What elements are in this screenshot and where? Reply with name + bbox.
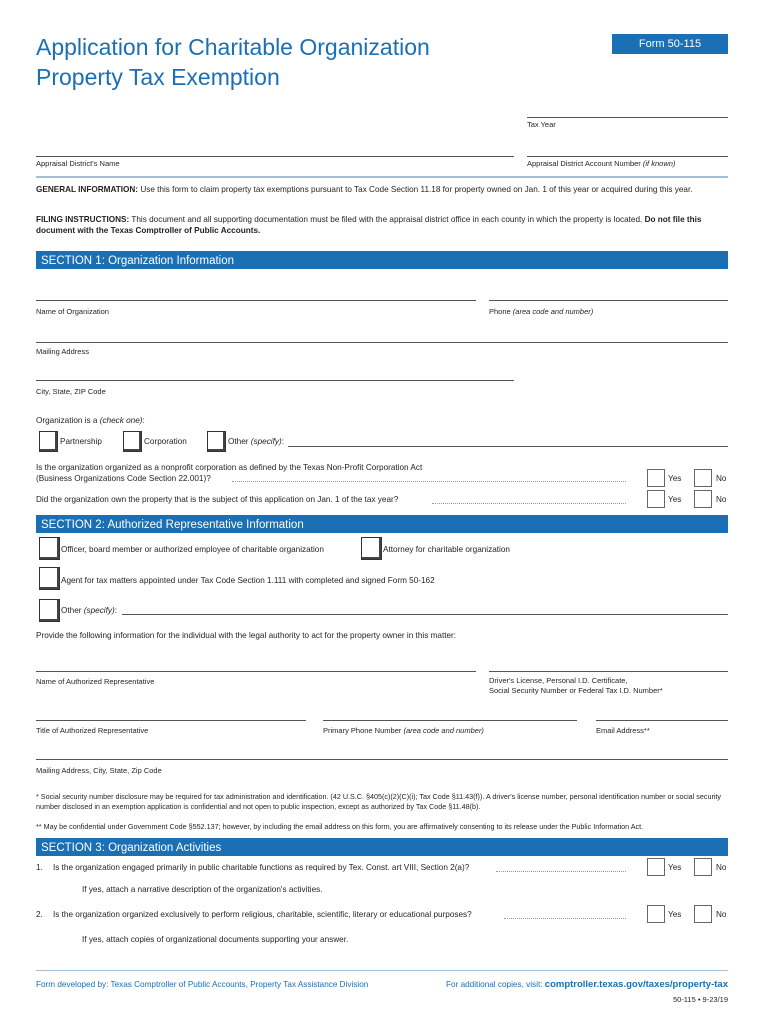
officer-label: Officer, board member or authorized employee of charitable organization (61, 545, 324, 554)
rep-name-field[interactable] (36, 671, 476, 672)
activity-q1-note: If yes, attach a narrative description of the organization's activities. (82, 885, 323, 894)
organization-name-label: Name of Organization (36, 307, 109, 316)
attorney-checkbox[interactable] (361, 537, 382, 560)
owned-property-leader-dots (432, 503, 626, 504)
nonprofit-leader-dots (232, 481, 626, 482)
activity-q2-no-checkbox[interactable] (694, 905, 712, 923)
footer-copies-link[interactable]: comptroller.texas.gov/taxes/property-tax (544, 979, 728, 990)
activity-q1-number: 1. (36, 863, 43, 872)
corporation-checkbox[interactable] (123, 431, 142, 452)
form-number-badge: Form 50-115 (612, 34, 728, 54)
nonprofit-yes-checkbox[interactable] (647, 469, 665, 487)
section1-header: SECTION 1: Organization Information (36, 251, 728, 269)
filing-instructions: FILING INSTRUCTIONS: This document and all supporting documentation must be filed with the appraisal district office in each county in which the property is located. Do not file this document with the Texas Comptroller of Public Accounts. (36, 215, 702, 235)
owned-property-yes-checkbox[interactable] (647, 490, 665, 508)
attorney-label: Attorney for charitable organization (383, 545, 510, 554)
nonprofit-yes-label: Yes (668, 474, 682, 483)
owned-property-no-checkbox[interactable] (694, 490, 712, 508)
phone-field[interactable] (489, 300, 728, 301)
phone-label: Phone (area code and number) (489, 307, 594, 316)
license-number-field[interactable] (489, 671, 728, 672)
activity-q2-number: 2. (36, 910, 43, 919)
ssn-footnote: * Social security number disclosure may be required for tax administration and identification. (42 U.S.C. §405(c)(2)(C)(i); Tax Code §11.43(f)). A driver's license number, personal identification number or social security number disclosed in an exemption application is confidential and not open to public inspection, except as authorized by Tax Code §11.48(b). (36, 792, 722, 811)
primary-phone-label: Primary Phone Number (area code and number) (323, 726, 484, 735)
owned-property-yes-label: Yes (668, 495, 682, 504)
activity-q1-no-label: No (716, 863, 727, 872)
activity-q2-note: If yes, attach copies of organizational documents supporting your answer. (82, 935, 349, 944)
city-state-zip-label: City, State, ZIP Code (36, 387, 106, 396)
activity-q2-question: Is the organization organized exclusively to perform religious, charitable, scientific, literary or educational purposes? (53, 910, 472, 919)
account-number-label: Appraisal District Account Number (if known) (527, 159, 676, 168)
agent-label: Agent for tax matters appointed under Tax Code Section 1.111 with completed and signed Form 50-162 (61, 576, 435, 585)
footer-developed-by: Form developed by: Texas Comptroller of Public Accounts, Property Tax Assistance Division (36, 980, 369, 989)
agent-checkbox[interactable] (39, 567, 60, 590)
activity-q1-yes-label: Yes (668, 863, 682, 872)
tax-year-field[interactable] (527, 117, 728, 118)
organization-name-field[interactable] (36, 300, 476, 301)
organization-type-prompt: Organization is a (check one): (36, 416, 145, 425)
general-information: GENERAL INFORMATION: Use this form to claim property tax exemptions pursuant to Tax Code Section 11.18 for property owned on Jan. 1 of this year or acquired during this year. (36, 185, 693, 194)
form-title (36, 32, 430, 92)
email-label: Email Address** (596, 726, 650, 735)
email-field[interactable] (596, 720, 728, 721)
other-rep-field[interactable] (122, 614, 728, 615)
other-type-label: Other (specify): (228, 437, 284, 446)
appraisal-district-field[interactable] (36, 156, 514, 157)
provide-info-text: Provide the following information for the individual with the legal authority to act for the property owner in this matter: (36, 631, 457, 640)
rep-title-field[interactable] (36, 720, 306, 721)
primary-phone-field[interactable] (323, 720, 577, 721)
form-title-line1: Application for Charitable Organization (36, 34, 430, 60)
rep-name-label: Name of Authorized Representative (36, 677, 155, 686)
nonprofit-no-label: No (716, 474, 727, 483)
nonprofit-question: Is the organization organized as a nonprofit corporation as defined by the Texas Non-Profit Corporation Act (Business Organizations Code Section 22.001)? (36, 463, 423, 483)
activity-q2-yes-label: Yes (668, 910, 682, 919)
footer-separator (36, 970, 728, 971)
other-rep-checkbox[interactable] (39, 599, 60, 622)
activity-q1-question: Is the organization engaged primarily in public charitable functions as required by Tex. Const. art VIII, Section 2(a)? (53, 863, 470, 872)
appraisal-district-label: Appraisal District's Name (36, 159, 120, 168)
activity-q2-no-label: No (716, 910, 727, 919)
partnership-label: Partnership (60, 437, 102, 446)
rep-mailing-address-label: Mailing Address, City, State, Zip Code (36, 766, 162, 775)
header-separator (36, 176, 728, 178)
other-type-checkbox[interactable] (207, 431, 226, 452)
owned-property-no-label: No (716, 495, 727, 504)
owned-property-question: Did the organization own the property that is the subject of this application on Jan. 1 of the tax year? (36, 495, 399, 504)
mailing-address-label: Mailing Address (36, 347, 89, 356)
rep-mailing-address-field[interactable] (36, 759, 728, 760)
section2-header: SECTION 2: Authorized Representative Information (36, 515, 728, 533)
activity-q1-yes-checkbox[interactable] (647, 858, 665, 876)
activity-q1-no-checkbox[interactable] (694, 858, 712, 876)
activity-q2-leader-dots (504, 918, 626, 919)
other-type-field[interactable] (288, 446, 728, 447)
city-state-zip-field[interactable] (36, 380, 514, 381)
activity-q1-leader-dots (496, 871, 626, 872)
tax-year-label: Tax Year (527, 120, 556, 129)
activity-q2-yes-checkbox[interactable] (647, 905, 665, 923)
section3-header: SECTION 3: Organization Activities (36, 838, 728, 856)
corporation-label: Corporation (144, 437, 187, 446)
footer-revision: 50-115 • 9-23/19 (672, 995, 728, 1004)
officer-checkbox[interactable] (39, 537, 60, 560)
account-number-field[interactable] (527, 156, 728, 157)
partnership-checkbox[interactable] (39, 431, 58, 452)
mailing-address-field[interactable] (36, 342, 728, 343)
nonprofit-no-checkbox[interactable] (694, 469, 712, 487)
rep-title-label: Title of Authorized Representative (36, 726, 149, 735)
license-number-label: Driver's License, Personal I.D. Certificate, Social Security Number or Federal Tax I.D. Number* (489, 676, 663, 695)
email-footnote: ** May be confidential under Government Code §552.137; however, by including the email address on this form, you are affirmatively consenting to its release under the Public Information Act. (36, 822, 644, 831)
other-rep-label: Other (specify): (61, 606, 117, 615)
footer-copies: For additional copies, visit: comptroller.texas.gov/taxes/property-tax (446, 979, 728, 990)
form-title-line2: Property Tax Exemption (36, 64, 280, 90)
